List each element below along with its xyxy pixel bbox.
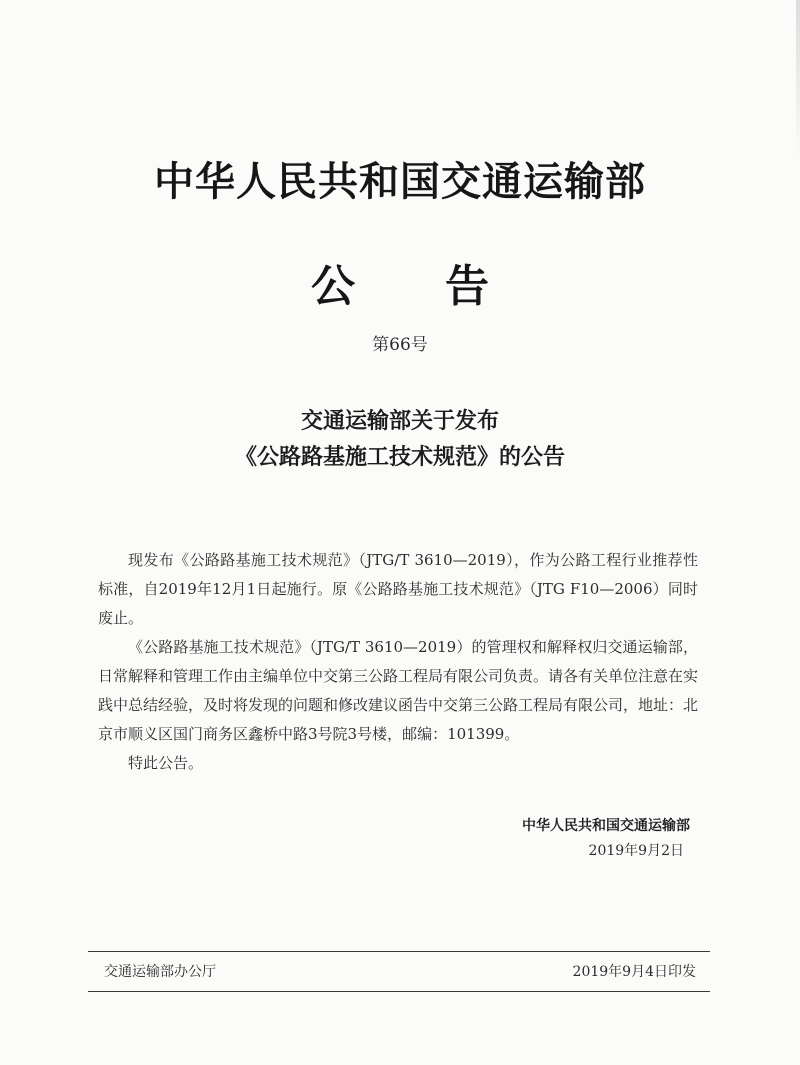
signature-block [430,814,690,864]
notice-title-line-2: 《公路路基施工技术规范》的公告 [234,445,565,470]
notice-body [98,546,698,778]
footer-issuer: 交通运输部办公厅 [104,964,216,980]
body-paragraph-2: 《公路路基施工技术规范》（JTG/T 3610—2019）的管理权和解释权归交通运输部，日常解释和管理工作由主编单位中交第三公路工程局有限公司负责。请各有关单位注意在实践中总结经验，及时将发现的问题和修改建议函告中交第三公路工程局有限公司，地址：北京市顺义区国门商务区鑫桥中路3号院3号楼，邮编：101399。 [98,638,699,743]
announcement-heading: 公告 [311,261,579,312]
footer-bottom-rule [88,991,710,992]
body-paragraph-3: 特此公告。 [128,754,204,772]
body-paragraph-1: 现发布《公路路基施工技术规范》（JTG/T 3610—2019），作为公路工程行业推荐性标准，自2019年12月1日起施行。原《公路路基施工技术规范》（JTG F10—2006）同时废止。 [98,551,698,627]
footer-top-rule [88,951,710,952]
ministry-heading: 中华人民共和国交通运输部 [154,159,646,205]
signature-date: 2019年9月2日 [588,843,684,859]
document-number: 第66号 [372,335,428,355]
scan-edge-shadow [796,0,800,160]
footer-print-date: 2019年9月4日印发 [572,964,696,980]
notice-title-line-1: 交通运输部关于发布 [300,409,499,434]
notice-title [0,404,800,476]
signature-organization: 中华人民共和国交通运输部 [522,818,690,834]
